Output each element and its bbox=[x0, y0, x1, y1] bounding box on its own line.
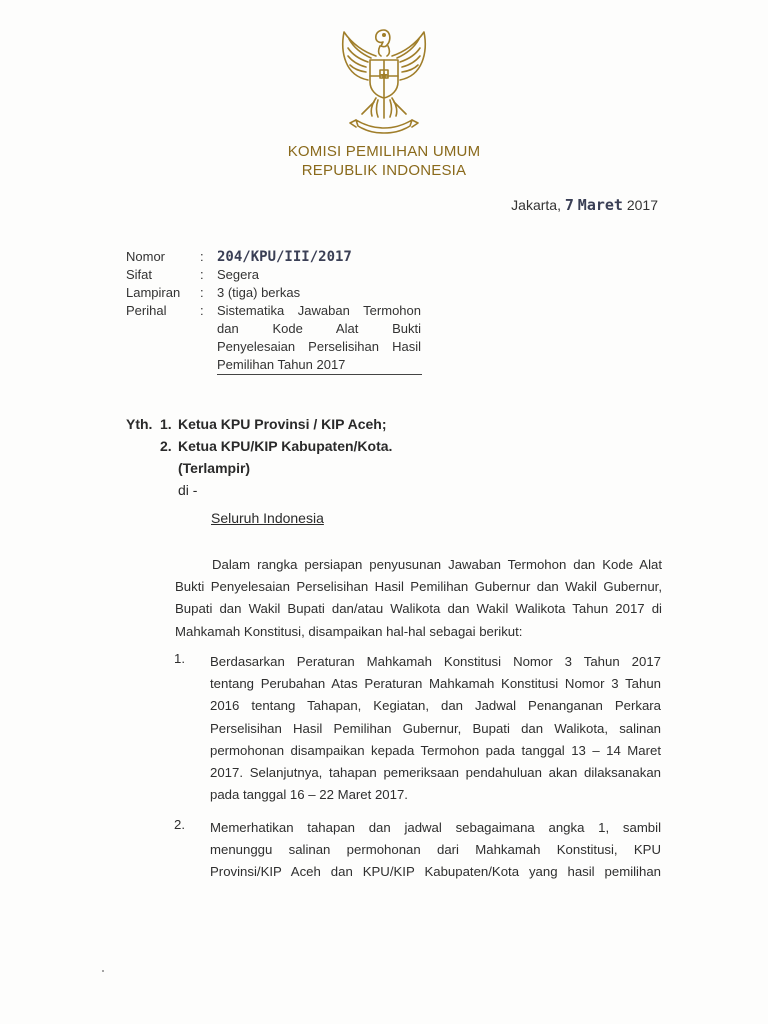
perihal-line: dan Kode Alat Bukti bbox=[217, 321, 421, 336]
meta-colon: : bbox=[200, 249, 204, 264]
meta-value-nomor: 204/KPU/III/2017 bbox=[217, 249, 352, 265]
addressee-place: Seluruh Indonesia bbox=[211, 510, 324, 526]
meta-value-sifat: Segera bbox=[217, 267, 259, 282]
paragraph-line: pada tanggal 16 – 22 Maret 2017. bbox=[210, 787, 408, 803]
paragraph-line: Bupati dan Wakil Bupati dan/atau Walikota dan Wakil Walikota Tahun 2017 di bbox=[175, 601, 662, 617]
list-text bbox=[210, 817, 661, 884]
paragraph-line: Perselisihan Hasil Pemilihan Gubernur, Bupati dan Walikota, salinan bbox=[210, 720, 661, 736]
addressee-block bbox=[126, 413, 392, 529]
addressee-spacer bbox=[126, 435, 160, 457]
paragraph-line: menunggu salinan permohonan dari Mahkamah Konstitusi, KPU bbox=[210, 842, 661, 858]
addressee-num: 1. bbox=[160, 416, 172, 432]
paragraph-line: 2017. Selanjutnya, tahapan pemeriksaan pendahuluan akan dilaksanakan bbox=[210, 764, 661, 780]
date-place: Jakarta, bbox=[511, 197, 561, 213]
addressee-row-2 bbox=[126, 435, 392, 457]
meta-value-perihal bbox=[217, 302, 421, 374]
addressee-item-2: Ketua KPU/KIP Kabupaten/Kota. bbox=[178, 438, 393, 454]
meta-label: Sifat bbox=[126, 267, 153, 282]
paragraph-line: Mahkamah Konstitusi, disampaikan hal-hal sebagai berikut: bbox=[175, 623, 523, 639]
perihal-line: Sistematika Jawaban Termohon bbox=[217, 303, 421, 318]
list-number: 2. bbox=[174, 817, 185, 832]
paragraph-line: Bukti Penyelesaian Perselisihan Hasil Pemilihan Gubernur dan Wakil Gubernur, bbox=[175, 579, 662, 595]
paragraph-line: 2016 tentang Tahapan, Kegiatan, dan Jadwal Penanganan Perkara bbox=[210, 698, 661, 714]
scan-speck bbox=[102, 970, 104, 972]
addressee-di: di - bbox=[178, 482, 198, 498]
addressee-yth: Yth. bbox=[126, 416, 153, 432]
meta-row-nomor bbox=[126, 248, 421, 266]
meta-label: Nomor bbox=[126, 249, 166, 264]
org-name-line2: REPUBLIK INDONESIA bbox=[301, 162, 467, 179]
paragraph-line: tentang Perubahan Atas Peraturan Mahkamah Konstitusi Nomor 3 Tahun bbox=[210, 676, 661, 692]
garuda-pancasila-icon bbox=[326, 24, 442, 136]
paragraph-line: permohonan disampaikan kepada Termohon pada tanggal 13 – 14 Maret bbox=[210, 742, 661, 758]
paragraph-line: Dalam rangka persiapan penyusunan Jawaban Termohon dan Kode Alat bbox=[212, 557, 662, 572]
date-year: 2017 bbox=[626, 197, 658, 213]
letter-date bbox=[511, 196, 658, 214]
meta-colon: : bbox=[200, 285, 204, 300]
meta-row-perihal bbox=[126, 302, 421, 374]
paragraph-line: Memerhatikan tahapan dan jadwal sebagaimana angka 1, sambil bbox=[210, 820, 661, 835]
meta-colon: : bbox=[200, 303, 204, 318]
addressee-item-1: Ketua KPU Provinsi / KIP Aceh; bbox=[178, 416, 387, 432]
paragraph-line: Berdasarkan Peraturan Mahkamah Konstitusi Nomor 3 Tahun 2017 bbox=[210, 654, 661, 669]
addressee-row-1 bbox=[126, 413, 392, 435]
letter-meta bbox=[126, 248, 421, 374]
meta-value-lampiran: 3 (tiga) berkas bbox=[217, 285, 301, 300]
date-month-stamp: Maret bbox=[577, 196, 623, 214]
org-name-line1: KOMISI PEMILIHAN UMUM bbox=[287, 143, 481, 160]
date-day-stamp: 7 bbox=[564, 196, 574, 214]
intro-paragraph bbox=[175, 554, 662, 643]
list-text bbox=[210, 651, 661, 806]
list-number: 1. bbox=[174, 651, 185, 666]
paragraph-line: Provinsi/KIP Aceh dan KPU/KIP Kabupaten/Kota yang hasil pemilihan bbox=[210, 864, 661, 880]
addressee-attached: (Terlampir) bbox=[178, 460, 251, 476]
meta-label: Lampiran bbox=[126, 285, 181, 300]
meta-label: Perihal bbox=[126, 303, 167, 318]
meta-row-lampiran bbox=[126, 284, 421, 302]
meta-colon: : bbox=[200, 267, 204, 282]
addressee-num: 2. bbox=[160, 438, 172, 454]
perihal-underline bbox=[217, 374, 422, 375]
meta-row-sifat bbox=[126, 266, 421, 284]
perihal-line: Pemilihan Tahun 2017 bbox=[217, 357, 346, 372]
perihal-line: Penyelesaian Perselisihan Hasil bbox=[217, 339, 421, 354]
